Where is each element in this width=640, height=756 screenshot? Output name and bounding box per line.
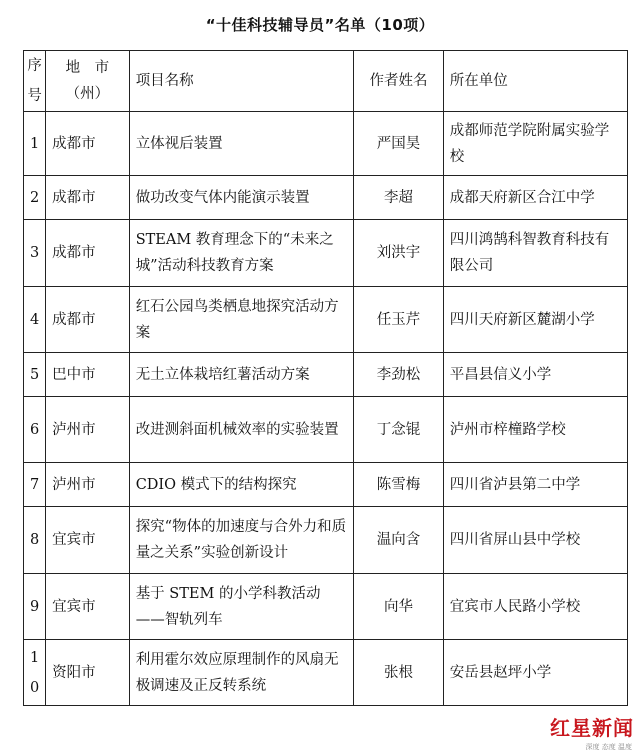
table-row	[24, 397, 628, 463]
table-row	[24, 220, 628, 287]
row-author: 丁念锟	[354, 397, 444, 463]
row-project: 利用霍尔效应原理制作的风扇无极调速及正反转系统	[129, 640, 353, 706]
row-index: 4	[24, 287, 46, 353]
row-index: 3	[24, 220, 46, 287]
row-project: 红石公园鸟类栖息地探究活动方案	[129, 287, 353, 353]
row-unit: 四川鸿鹄科智教育科技有限公司	[443, 220, 627, 287]
row-city: 泸州市	[46, 463, 130, 507]
row-index	[24, 640, 46, 706]
row-author: 陈雪梅	[354, 463, 444, 507]
header-unit: 所在单位	[443, 51, 627, 112]
header-city	[46, 51, 130, 112]
row-unit: 四川省泸县第二中学	[443, 463, 627, 507]
table-header-row	[24, 51, 628, 112]
row-city: 宜宾市	[46, 507, 130, 574]
row-index: 8	[24, 507, 46, 574]
row-city: 巴中市	[46, 353, 130, 397]
row-unit: 四川天府新区麓湖小学	[443, 287, 627, 353]
row-author: 任玉芹	[354, 287, 444, 353]
row-city: 宜宾市	[46, 574, 130, 640]
row-author: 严国昊	[354, 112, 444, 176]
row-index-digit-2: 0	[29, 679, 40, 696]
row-city: 资阳市	[46, 640, 130, 706]
page-title: “十佳科技辅导员”名单（10项）	[205, 16, 435, 34]
row-project: 探究“物体的加速度与合外力和质量之关系”实验创新设计	[129, 507, 353, 574]
watermark-slogan: 深度 态度 温度	[585, 743, 632, 751]
table-row	[24, 112, 628, 176]
row-author: 张根	[354, 640, 444, 706]
row-index: 9	[24, 574, 46, 640]
row-unit: 成都师范学院附属实验学校	[443, 112, 627, 176]
row-project: 改进测斜面机械效率的实验装置	[129, 397, 353, 463]
row-unit: 平昌县信义小学	[443, 353, 627, 397]
row-author: 李超	[354, 176, 444, 220]
row-project: 做功改变气体内能演示装置	[129, 176, 353, 220]
row-project: STEAM 教育理念下的“未来之城”活动科技教育方案	[129, 220, 353, 287]
header-author: 作者姓名	[354, 51, 444, 112]
row-unit: 四川省屏山县中学校	[443, 507, 627, 574]
table-row	[24, 353, 628, 397]
row-city: 泸州市	[46, 397, 130, 463]
watermark-brand: 红星新闻	[550, 716, 634, 740]
row-unit: 安岳县赵坪小学	[443, 640, 627, 706]
row-index: 5	[24, 353, 46, 397]
row-project: 无土立体栽培红薯活动方案	[129, 353, 353, 397]
header-project: 项目名称	[129, 51, 353, 112]
row-index: 6	[24, 397, 46, 463]
row-city: 成都市	[46, 220, 130, 287]
table-row	[24, 463, 628, 507]
header-index	[24, 51, 46, 112]
row-index: 2	[24, 176, 46, 220]
row-city: 成都市	[46, 112, 130, 176]
row-city: 成都市	[46, 176, 130, 220]
row-project: 立体视后装置	[129, 112, 353, 176]
row-author: 向华	[354, 574, 444, 640]
table-row	[24, 287, 628, 353]
row-index: 7	[24, 463, 46, 507]
header-index-line-1: 序	[27, 58, 42, 74]
row-city: 成都市	[46, 287, 130, 353]
header-index-line-2: 号	[27, 88, 42, 104]
table-row	[24, 176, 628, 220]
table-row	[24, 507, 628, 574]
header-city-line-1: 地 市	[65, 60, 110, 76]
row-project: 基于 STEM 的小学科教活动——智轨列车	[129, 574, 353, 640]
row-author: 刘洪宇	[354, 220, 444, 287]
row-author: 温向含	[354, 507, 444, 574]
table-row	[24, 640, 628, 706]
row-project: CDIO 模式下的结构探究	[129, 463, 353, 507]
award-table	[23, 50, 628, 706]
row-unit: 成都天府新区合江中学	[443, 176, 627, 220]
header-city-line-2: （州）	[65, 86, 110, 102]
row-unit: 泸州市梓橦路学校	[443, 397, 627, 463]
row-index-digit-1: 1	[29, 649, 40, 666]
row-author: 李劲松	[354, 353, 444, 397]
row-unit: 宜宾市人民路小学校	[443, 574, 627, 640]
table-row	[24, 574, 628, 640]
row-index: 1	[24, 112, 46, 176]
news-watermark-logo	[542, 712, 634, 752]
